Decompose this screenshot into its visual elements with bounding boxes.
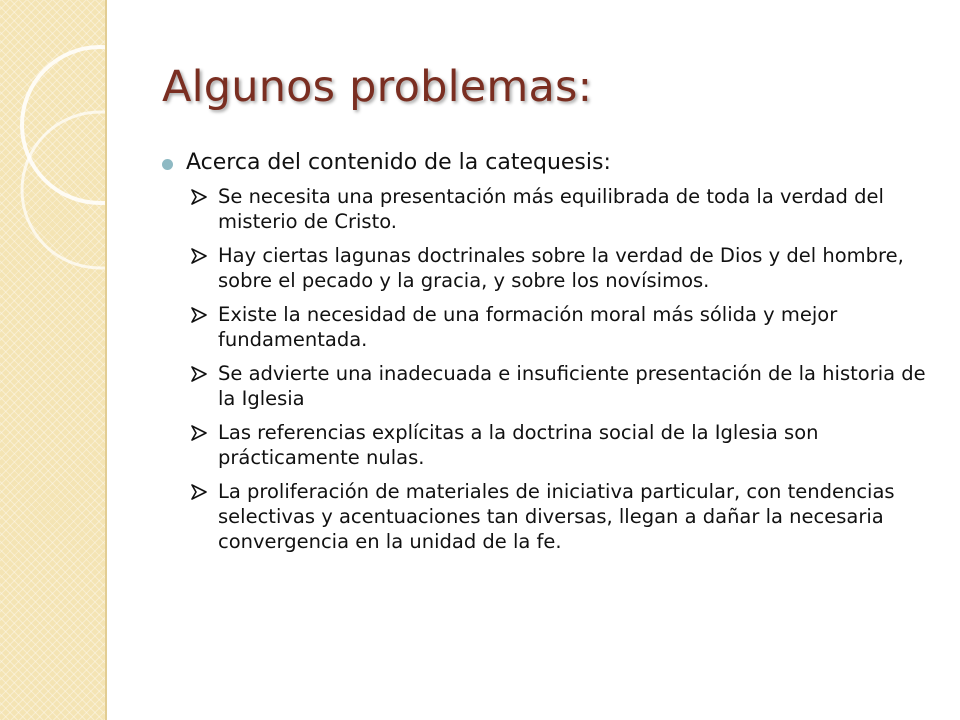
sub-bullet-text: Se necesita una presentación más equilibrada de toda la verdad del misterio de Cristo.	[218, 185, 884, 234]
arrow-bullet-icon	[190, 248, 208, 264]
sub-bullet-item	[190, 243, 940, 293]
arrow-bullet-icon	[190, 484, 208, 500]
sub-bullet-text: Hay ciertas lagunas doctrinales sobre la verdad de Dios y del hombre, sobre el pecado y la gracia, y sobre los novísimos.	[218, 244, 904, 293]
sub-bullet-item	[190, 302, 940, 352]
sub-bullet-item	[190, 420, 940, 470]
slide-content	[160, 150, 940, 563]
sub-bullet-text: Las referencias explícitas a la doctrina social de la Iglesia son prácticamente nulas.	[218, 421, 819, 470]
sub-bullet-item	[190, 361, 940, 411]
main-bullet-text: Acerca del contenido de la catequesis:	[186, 150, 611, 175]
sub-bullet-item	[190, 479, 940, 554]
decorative-side-band	[0, 0, 105, 720]
side-band-edge	[105, 0, 107, 720]
arrow-bullet-icon	[190, 425, 208, 441]
arrow-bullet-icon	[190, 307, 208, 323]
main-bullet-point	[160, 150, 940, 176]
decorative-circles	[0, 0, 105, 720]
sub-bullet-text: La proliferación de materiales de iniciativa particular, con tendencias selectivas y acentuaciones tan diversas, llegan a dañar la necesaria convergencia en la unidad de la fe.	[218, 480, 895, 554]
circle-bullet-icon	[162, 159, 173, 170]
sub-bullet-text: Existe la necesidad de una formación moral más sólida y mejor fundamentada.	[218, 303, 838, 352]
slide-title: Algunos problemas:	[162, 62, 593, 112]
sub-bullet-list	[160, 184, 940, 554]
arrow-bullet-icon	[190, 366, 208, 382]
arrow-bullet-icon	[190, 189, 208, 205]
sub-bullet-item	[190, 184, 940, 234]
sub-bullet-text: Se advierte una inadecuada e insuficiente presentación de la historia de la Iglesia	[218, 362, 926, 411]
